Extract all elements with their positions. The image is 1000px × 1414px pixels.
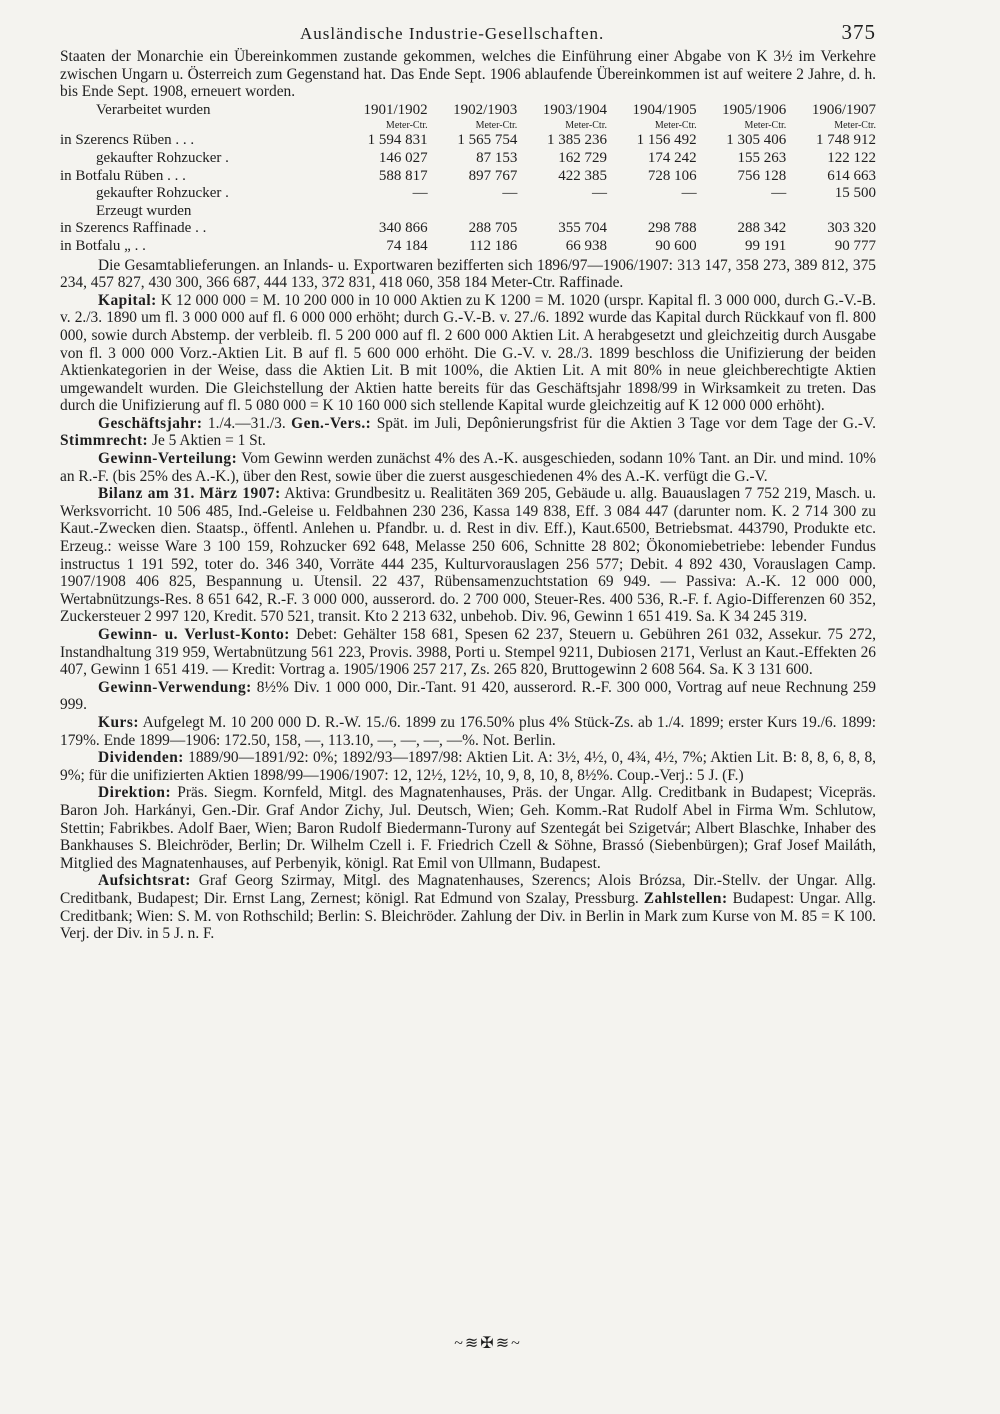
section-label: Direktion:: [98, 784, 172, 802]
section-gewinn-verwendung: [60, 679, 876, 714]
table-row: [60, 220, 876, 238]
section-text: Je 5 Aktien = 1 St.: [148, 432, 266, 450]
unit-row: [60, 119, 876, 132]
table-cell: 298 788: [647, 220, 697, 237]
table-cell: 355 704: [558, 220, 607, 237]
year-header: 1905/1906: [722, 101, 787, 118]
table-cell: 155 263: [737, 149, 787, 166]
section-label: Gewinn-Verteilung:: [98, 450, 238, 468]
section-aufsichtsrat: [60, 872, 876, 942]
section-text: Budapest: Ungar. Allg. Creditbank; Wien: S. M. von Rothschild; Berlin: S. Bleichröder. Zahlung der Div. in Berlin in Mark zum Kurse von M. 85 = K 100. Verj. der Div. in 5 J. n. F.: [60, 889, 876, 943]
section-label: Kapital:: [98, 291, 157, 309]
unit-label: Meter-Ctr.: [654, 120, 697, 132]
table-cell: 340 866: [378, 220, 428, 237]
row-label: in Botfalu Rüben . . .: [60, 167, 186, 184]
table-row: [60, 132, 876, 150]
section-text: Debet: Gehälter 158 681, Spesen 62 237, Steuern u. Gebühren 261 032, Assekur. 75 272, Instandhaltung 319 959, Wertabnützung 561 223, Provis. 3988, Porti u. Stempel 9211, Dubiosen 2171, Verlust an Kaut.-Effekten 26 407, Gewinn 1 651 419. — Kredit: Vortrag a. 1905/1906 257 217, Zs. 265 820, Bruttogewinn 2 608 564. Sa. K 3 131 600.: [60, 626, 876, 679]
section-label: Gen.-Vers.:: [291, 414, 372, 432]
section-text: Aufgelegt M. 10 200 000 D. R.-W. 15./6. 1899 zu 176.50% plus 4% Stück-Zs. ab 1./4. 1899; erster Kurs 19./6. 1899: 179%. Ende 1899—1906: 172.50, 158, —, 113.10, —, —, —, —%. Not. Berlin.: [60, 713, 876, 749]
section-label: Geschäftsjahr:: [98, 414, 203, 432]
section-text: 8½% Div. 1 000 000, Dir.-Tant. 91 420, ausserord. R.-F. 300 000, Vortrag auf neue Rechnung 259 999.: [60, 678, 876, 714]
section-text: Vom Gewinn werden zunächst 4% des A.-K. ausgeschieden, sodann 10% Tant. an Dir. und mind. 10% an R.-F. (bis 25% des A.-K.), über den Rest, sowie über die zuerst ausgeschiedenen 4% des A.-K. verfügt die G.-V.: [60, 450, 876, 485]
table-cell: 614 663: [827, 167, 876, 184]
unit-label: Meter-Ctr.: [744, 120, 787, 132]
row-label: in Botfalu „ . .: [60, 237, 146, 254]
unit-label: Meter-Ctr.: [565, 120, 607, 132]
table-row: [60, 238, 876, 256]
ornament-divider: ~≋✠≋~: [454, 1335, 522, 1352]
section-label: Zahlstellen:: [643, 889, 728, 907]
row-label: in Szerencs Raffinade . .: [60, 220, 207, 237]
intro-paragraph: Staaten der Monarchie ein Übereinkommen zustande gekommen, welches die Einführung einer Abgabe von K 3½ im Verkehre zwischen Ungarn u. Österreich zum Gegenstand hat. Das Ende Sept. 1906 ablaufende Übereinkommen ist auf weitere 2 Jahre, d. h. bis Ende Sept. 1908, erneuert worden.: [60, 48, 876, 101]
unit-label: Meter-Ctr.: [834, 120, 876, 132]
table-cell: 1 565 754: [457, 132, 518, 149]
section-label: Gewinn-Verwendung:: [98, 678, 252, 696]
year-header: 1903/1904: [542, 101, 607, 118]
table-cell: 146 027: [378, 149, 428, 166]
table-cell: 303 320: [827, 220, 876, 237]
row-label: gekaufter Rohzucker .: [96, 149, 229, 166]
section-text: Spät. im Juli, Depônierungsfrist für die Aktien 3 Tage vor dem Tage der G.-V.: [371, 414, 876, 432]
table-cell: 1 385 236: [546, 132, 607, 149]
table-cell: —: [681, 185, 697, 202]
row-label: gekaufter Rohzucker .: [96, 185, 229, 202]
section-label: Dividenden:: [98, 749, 184, 767]
section-text: 1./4.—31./3.: [202, 414, 292, 432]
table-cell: 66 938: [565, 237, 607, 254]
section-gewinn-verlust: [60, 626, 876, 679]
processed-label: Verarbeitet wurden: [96, 101, 211, 118]
table-cell: 112 186: [469, 237, 518, 254]
section-gewinn-verteilung: [60, 450, 876, 485]
year-header: 1902/1903: [453, 101, 518, 118]
table-cell: 99 191: [745, 237, 787, 254]
year-header: 1901/1902: [363, 101, 428, 118]
table-cell: —: [591, 185, 607, 202]
section-text: Präs. Siegm. Kornfeld, Mitgl. des Magnatenhauses, Präs. der Ungar. Allg. Creditbank in Budapest; Vicepräs. Baron Joh. Harkányi, Gen.-Dir. Graf Andor Zichy, Jul. Deutsch, Wien; Geh. Komm.-Rat Rudolf Abel in Firma Wm. Schlutow, Stettin; Fabrikbes. Adolf Baer, Wien; Baron Rudolf Biedermann-Turony auf Szentegát bei Szigetvár; Albert Blaschke, Inhaber des Bankhauses S. Bleichröder, Berlin; Dr. Wilhelm Czell i. F. Friedrich Czell & Söhne, Brassó (Siebenbürgen); Graf Josef Mailáth, Mitglied des Magnatenhauses, auf Perbenyik, königl. Rat Emil von Ullmann, Budapest.: [60, 784, 876, 872]
table-row: [60, 168, 876, 186]
running-head: [60, 20, 876, 48]
production-header-row: [60, 102, 876, 120]
table-cell: 1 594 831: [367, 132, 428, 149]
section-text: Graf Georg Szirmay, Mitgl. des Magnatenhauses, Szerencs; Alois Brózsa, Dir.-Stellv. der Ungar. Allg. Creditbank, Budapest; Dir. Ernst Lang, Zernest; königl. Rat Edmund von Szalay, Pressburg.: [60, 872, 876, 907]
table-cell: 1 156 492: [636, 132, 697, 149]
table-cell: 122 122: [827, 149, 876, 166]
section-label: Bilanz am 31. März 1907:: [98, 485, 281, 503]
table-row: [60, 185, 876, 203]
table-cell: 1 305 406: [726, 132, 787, 149]
produced-header-row: [60, 203, 876, 221]
unit-label: Meter-Ctr.: [475, 120, 518, 132]
running-title: Ausländische Industrie-Gesellschaften.: [300, 24, 605, 43]
table-cell: —: [412, 185, 428, 202]
section-direktion: [60, 784, 876, 872]
section-kurs: [60, 714, 876, 749]
table-cell: —: [502, 185, 518, 202]
table-cell: 15 500: [834, 185, 876, 202]
table-cell: 74 184: [386, 237, 428, 254]
section-geschaeftsjahr: [60, 415, 876, 450]
table-cell: 174 242: [647, 149, 697, 166]
table-cell: 422 385: [558, 167, 607, 184]
section-bilanz: [60, 485, 876, 626]
section-label: Gewinn- u. Verlust-Konto:: [98, 626, 290, 643]
page: [60, 20, 876, 943]
table-cell: 90 600: [655, 237, 697, 254]
table-cell: —: [771, 185, 787, 202]
table-cell: 756 128: [737, 167, 787, 184]
table-row: [60, 150, 876, 168]
table-cell: 1 748 912: [816, 132, 876, 149]
section-kapital: [60, 292, 876, 415]
produced-label: Erzeugt wurden: [96, 202, 192, 219]
table-cell: 90 777: [834, 237, 876, 254]
year-header: 1904/1905: [632, 101, 697, 118]
page-number: 375: [841, 20, 876, 44]
row-label: in Szerencs Rüben . . .: [60, 132, 195, 149]
year-header: 1906/1907: [811, 101, 876, 118]
table-cell: 162 729: [558, 149, 607, 166]
production-table: [60, 102, 876, 256]
section-text: Aktiva: Grundbesitz u. Realitäten 369 205, Gebäude u. allg. Bauauslagen 7 752 219, Masch. u. Werksvorricht. 10 506 485, Ind.-Geleise u. Feldbahnen 230 236, Kassa 149 838, Eff. 3 084 447 (darunter nom. K. 2 714 300 zu Kaut.-Zwecken dien. Staatsp., öffentl. Anlehen u. Pfandbr. u. d. Rest in div. Eff.), Kaut.6500, Betriebsmat. 443790, Produkte etc. Erzeug.: weisse Ware 3 100 159, Rohzucker 692 648, Melasse 250 606, Schnitte 28 802; Ökonomiebetriebe: lebender Fundus instructus 1 191 592, toter do. 346 340, Vorräte 444 235, Kulturvorauslagen 256 577; Debit. 4 892 430, Vorauslagen Camp. 1907/1908 406 825, Bespannung u. Utensil. 22 437, Rübensamenzuchtstation 69 949. — Passiva: A.-K. 12 000 000, Wertabnützungs-Res. 8 651 642, R.-F. 3 000 000, ausserord. do. 2 700 000, Steuer-Res. 400 536, R.-F. f. Agio-Differenzen 60 352, Zuckersteuer 2 997 120, Kredit. 570 521, transit. Kto 2 213 632, unbehob. Div. 96, Gewinn 1 651 419. Sa. K 34 245 319.: [60, 485, 876, 626]
section-label: Stimmrecht:: [60, 432, 149, 450]
table-cell: 897 767: [468, 167, 518, 184]
table-cell: 87 153: [476, 149, 518, 166]
table-cell: 288 705: [468, 220, 518, 237]
table-cell: 588 817: [378, 167, 428, 184]
section-text: 1889/90—1891/92: 0%; 1892/93—1897/98: Aktien Lit. A: 3½, 4½, 0, 4¾, 4½, 7%; Aktien Lit. B: 8, 8, 6, 8, 8, 9%; für die unifizierten Aktien 1898/99—1906/1907: 12, 12½, 12½, 10, 9, 8, 10, 8, 8½%. Coup.-Verj.: 5 J. (F.): [60, 749, 876, 784]
section-label: Kurs:: [98, 713, 139, 731]
table-cell: 288 342: [737, 220, 787, 237]
deliveries-paragraph: Die Gesamtablieferungen. an Inlands- u. Exportwaren bezifferten sich 1896/97—1906/1907: 313 147, 358 273, 389 812, 375 234, 457 827, 430 300, 366 687, 444 133, 372 831, 418 060, 358 184 Meter-Ctr. Raffinade.: [60, 256, 876, 292]
unit-label: Meter-Ctr.: [385, 120, 428, 132]
section-label: Aufsichtsrat:: [98, 872, 191, 890]
section-dividenden: [60, 749, 876, 784]
table-cell: 728 106: [647, 167, 697, 184]
section-text: K 12 000 000 = M. 10 200 000 in 10 000 Aktien zu K 1200 = M. 1020 (urspr. Kapital fl. 3 000 000, durch G.-V.-B. v. 2./3. 1890 um fl. 3 000 000 auf fl. 6 000 000 erhöht; durch G.-V.-B. v. 27./6. 1892 wurde das Kapital durch Rückkauf von fl. 800 000, sowie durch Abstemp. der verbleib. fl. 5 200 000 auf fl. 2 600 000 Aktien Lit. A herabgesetzt und gleichzeitig durch Ausgabe von fl. 3 000 000 Vorz.-Aktien Lit. B auf fl. 5 600 000 erhöht. Die G.-V. v. 28./3. 1899 beschloss die Unifizierung der beiden Aktienkategorien in der Weise, dass die Aktien Lit. B mit 100%, die Aktien Lit. A mit 80% in neue gleichberechtigte Aktien umgewandelt wurden. Die Gleichstellung der Aktien hatte bereits für das Geschäftsjahr 1898/99 in Wirksamkeit zu treten. Das durch die Unifizierung auf fl. 5 080 000 = K 10 160 000 sich stellende Kapital wurde gleichzeitig auf K 12 000 000 erhöht).: [60, 291, 876, 415]
